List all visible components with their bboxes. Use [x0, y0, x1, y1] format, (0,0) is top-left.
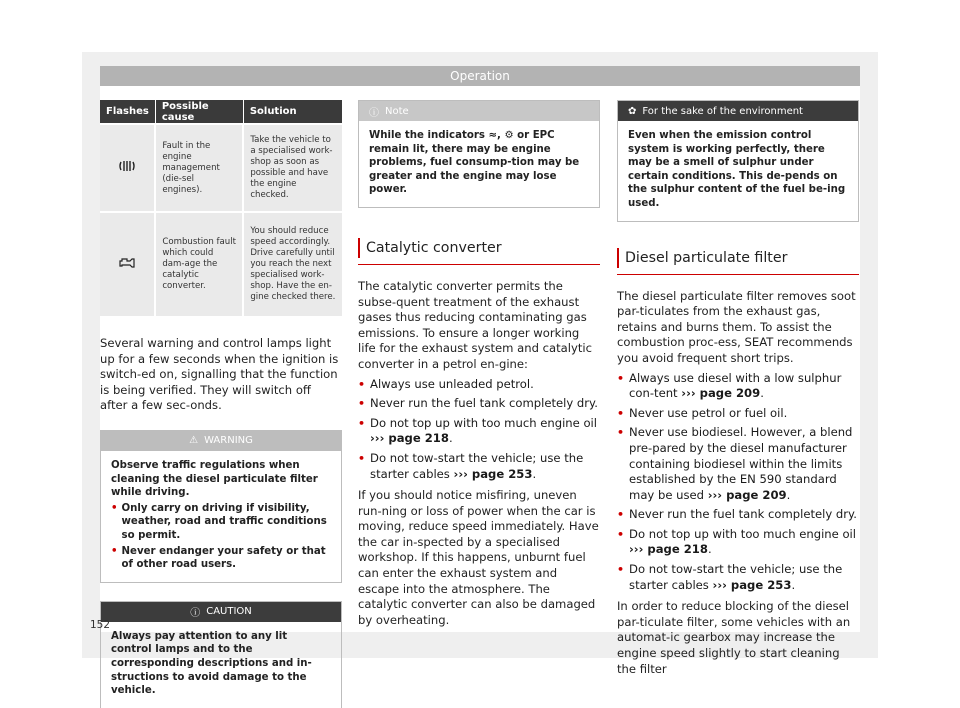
bullet-icon: • [617, 508, 625, 522]
col-header-flashes: Flashes [100, 100, 155, 124]
table-row [100, 212, 342, 316]
bullet-icon: • [617, 527, 625, 541]
environment-icon: ✿ [628, 105, 637, 117]
warning-header: ⚠ WARNING [101, 431, 341, 451]
page-link[interactable]: ››› page 218 [629, 542, 708, 557]
catalytic-intro: The catalytic converter permits the subse-quent treatment of the exhaust gases thus reducing contaminating gas emissions. To ensure a longer working life for the exhaust system and catalytic converter in a petrol en-gine: [358, 278, 592, 371]
note-body: While the indicators ≈, ⚙ or EPC remain lit, there may be engine problems, fuel consump-tion may be greater and the engine may lose power. [369, 130, 580, 196]
page-link[interactable]: ››› page 253 [453, 466, 533, 481]
list-item: • Always use unleaded petrol. [358, 376, 534, 391]
section-title-diesel: Diesel particulate filter [617, 250, 859, 275]
catalytic-outro: If you should notice misfiring, uneven run-ning or loss of power when the car is moving, reduce speed immediately. Have the car in-spected by a specialised workshop. If this happens, unburnt fuel can enter the exhaust system and escape into the atmosphere. The catalytic converter can also be damaged by overheating. [358, 488, 599, 627]
bullet-icon: • [617, 371, 625, 385]
engine-icon: ⚙ [504, 130, 514, 141]
cause-cell: Fault in the engine management (die-sel engines). [155, 124, 243, 212]
epc-icon: EPC [532, 130, 555, 141]
list-item: • Only carry on driving if visibility, weather, road and traffic conditions so permit. [111, 502, 327, 541]
list-item: • Never endanger your safety or that of other road users. [111, 545, 326, 571]
col-header-cause: Possible cause [155, 100, 243, 124]
flash-table [100, 100, 342, 316]
warning-body: Observe traffic regulations when cleaning the diesel particulate filter while driving. • Only carry on driving if visibility, weather, road and traffic conditions so permit. • Never endanger your safety or that of other road users. [101, 451, 341, 582]
caution-header: ⓘ CAUTION [101, 602, 341, 622]
caution-icon: ⓘ [190, 608, 201, 620]
list-item: • Do not top up with too much engine oil ››› page 218. [358, 415, 597, 446]
glow-plug-icon [100, 124, 155, 212]
environment-body: Even when the emission control system is working perfectly, there may be a smell of sulphur under certain conditions. This de-pends on the sulphur content of the fuel be-ing used. [628, 130, 846, 209]
environment-header: ✿ For the sake of the environment [618, 101, 858, 121]
page-link[interactable]: ››› page 209 [681, 386, 761, 401]
bullet-icon: • [617, 563, 625, 577]
table-row [100, 124, 342, 212]
page-header: Operation [100, 66, 860, 86]
note-header: ⓘ Note [359, 101, 599, 121]
caution-box [100, 601, 342, 708]
page-number: 152 [90, 619, 111, 631]
page-link[interactable]: ››› page 209 [707, 487, 787, 502]
bullet-icon: • [617, 406, 625, 420]
glow-plug-icon: ≈ [488, 130, 498, 141]
page-link[interactable]: ››› page 218 [370, 431, 449, 446]
bullet-icon: • [358, 397, 366, 411]
list-item: • Never run the fuel tank completely dry. [358, 396, 598, 411]
solution-cell: You should reduce speed accordingly. Drive carefully until you reach the next specialised work-shop. Have the en-gine checked there. [243, 212, 342, 316]
warning-icon: ⚠ [189, 435, 199, 447]
bullet-icon: • [617, 426, 625, 440]
section-title-catalytic: Catalytic converter [358, 240, 600, 265]
list-item: • Do not tow-start the vehicle; use the starter cables ››› page 253. [617, 562, 843, 592]
col-header-solution: Solution [243, 100, 342, 124]
bullet-icon: • [358, 416, 366, 430]
environment-box [617, 100, 859, 222]
page-link[interactable]: ››› page 253 [712, 577, 792, 592]
lamps-paragraph: Several warning and control lamps light up for a few seconds when the ignition is switch-ed on, signalling that the function is being verified. They will switch off after a few sec-onds. [100, 336, 339, 413]
diesel-intro: The diesel particulate filter removes soot par-ticulates from the exhaust gas, retains and burns them. To assist the combustion proc-ess, SEAT recommends you avoid frequent short trips. [617, 288, 856, 365]
caution-body: Always pay attention to any lit control lamps and to the corresponding descriptions and in-structions to avoid damage to the vehicle. [111, 630, 312, 697]
bullet-icon: • [358, 451, 366, 465]
diesel-outro: In order to reduce blocking of the diesel par-ticulate filter, some vehicles with an automat-ic gearbox may increase the engine speed slightly to start cleaning the filter [617, 599, 851, 676]
warning-box [100, 430, 342, 583]
solution-cell: Take the vehicle to a specialised work-shop as soon as possible and have the engine checked. [243, 124, 342, 212]
column-3 [617, 100, 859, 677]
cause-cell: Combustion fault which could dam-age the catalytic converter. [155, 212, 243, 316]
column-2 [358, 100, 600, 628]
column-1 [100, 100, 342, 708]
engine-icon [100, 212, 155, 316]
note-box [358, 100, 600, 208]
list-item: • Never use petrol or fuel oil. [617, 405, 788, 420]
note-icon: ⓘ [369, 107, 379, 119]
list-item: • Never run the fuel tank completely dry. [617, 507, 857, 522]
list-item: • Always use diesel with a low sulphur con-tent ››› page 209. [617, 370, 842, 401]
list-item: • Do not tow-start the vehicle; use the starter cables ››› page 253. [358, 450, 584, 481]
bullet-icon: • [358, 377, 366, 391]
list-item: • Never use biodiesel. However, a blend pre-pared by the diesel manufacturer containing biodiesel within the limits established by the EN 590 standard may be used ››› page 209. [617, 425, 853, 502]
list-item: • Do not top up with too much engine oil ››› page 218. [617, 526, 856, 557]
